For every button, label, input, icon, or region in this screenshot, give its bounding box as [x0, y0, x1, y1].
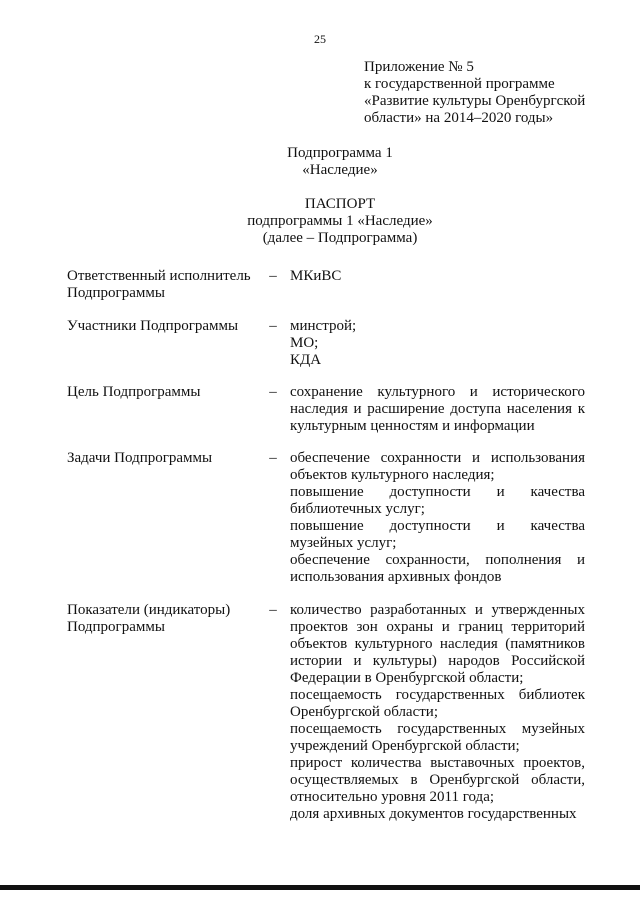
row-value: [290, 602, 585, 823]
subprogram-name: «Наследие»: [302, 162, 378, 178]
row-label: [67, 450, 262, 467]
appendix-line: «Развитие культуры Оренбургской: [364, 93, 586, 109]
row-value-item: посещаемость государственных музейных учреждений Оренбургской области;: [290, 721, 585, 754]
row-value-item: повышение доступности и качества музейных услуг;: [290, 518, 585, 551]
row-value-item: обеспечение сохранности и использования объектов культурного наследия;: [290, 450, 585, 483]
row-label: [67, 318, 262, 335]
row-dash: –: [269, 602, 277, 618]
subprogram-heading: [0, 145, 640, 179]
row-dash: –: [269, 318, 277, 334]
page-number: 25: [314, 32, 326, 46]
row-label: [67, 602, 262, 636]
row-value-item: доля архивных документов государственных: [290, 806, 577, 822]
row-value-item: посещаемость государственных библиотек Оренбургской области;: [290, 687, 585, 720]
row-value-item: МКиВС: [290, 268, 342, 284]
row-value-item: сохранение культурного и исторического наследия и расширение доступа населения к культурным ценностям и информации: [290, 384, 585, 434]
passport-note: (далее – Подпрограмма): [262, 230, 418, 246]
subprogram-title: Подпрограмма 1: [287, 145, 393, 161]
row-dash: –: [269, 450, 277, 466]
row-value: [290, 384, 585, 435]
row-value-item: обеспечение сохранности, пополнения и использования архивных фондов: [290, 552, 585, 585]
row-dash: –: [269, 384, 277, 400]
row-value-item: МО;: [290, 335, 319, 351]
row-value-item: повышение доступности и качества библиотечных услуг;: [290, 484, 585, 517]
row-dash: –: [269, 268, 277, 284]
row-value: [290, 268, 585, 285]
row-label-line: Подпрограммы: [67, 285, 165, 301]
page-bottom-rule: [0, 885, 640, 890]
passport-title: ПАСПОРТ: [304, 196, 376, 212]
row-label-line: Подпрограммы: [67, 619, 165, 635]
appendix-line: области» на 2014–2020 годы»: [364, 110, 554, 126]
row-label: [67, 384, 262, 401]
appendix-header: [364, 59, 624, 127]
row-label-line: Показатели (индикаторы): [67, 602, 231, 618]
passport-heading: [0, 196, 640, 247]
row-value: [290, 450, 585, 586]
appendix-line: к государственной программе: [364, 76, 555, 92]
row-value-item: прирост количества выставочных проектов, осуществляемых в Оренбургской области, относительно уровня 2011 года;: [290, 755, 585, 805]
passport-subtitle: подпрограммы 1 «Наследие»: [247, 213, 433, 229]
row-value-item: КДА: [290, 352, 322, 368]
appendix-line: Приложение № 5: [364, 59, 474, 75]
row-label-line: Задачи Подпрограммы: [67, 450, 213, 466]
row-value-item: минстрой;: [290, 318, 357, 334]
row-label-line: Ответственный исполнитель: [67, 268, 251, 284]
row-value-item: количество разработанных и утвержденных проектов зон охраны и границ территорий объектов культурного наследия (памятников истории и культуры) народов Российской Федерации в Оренбургской области;: [290, 602, 585, 686]
row-label-line: Цель Подпрограммы: [67, 384, 201, 400]
row-value: [290, 318, 585, 369]
row-label: [67, 268, 262, 302]
row-label-line: Участники Подпрограммы: [67, 318, 239, 334]
